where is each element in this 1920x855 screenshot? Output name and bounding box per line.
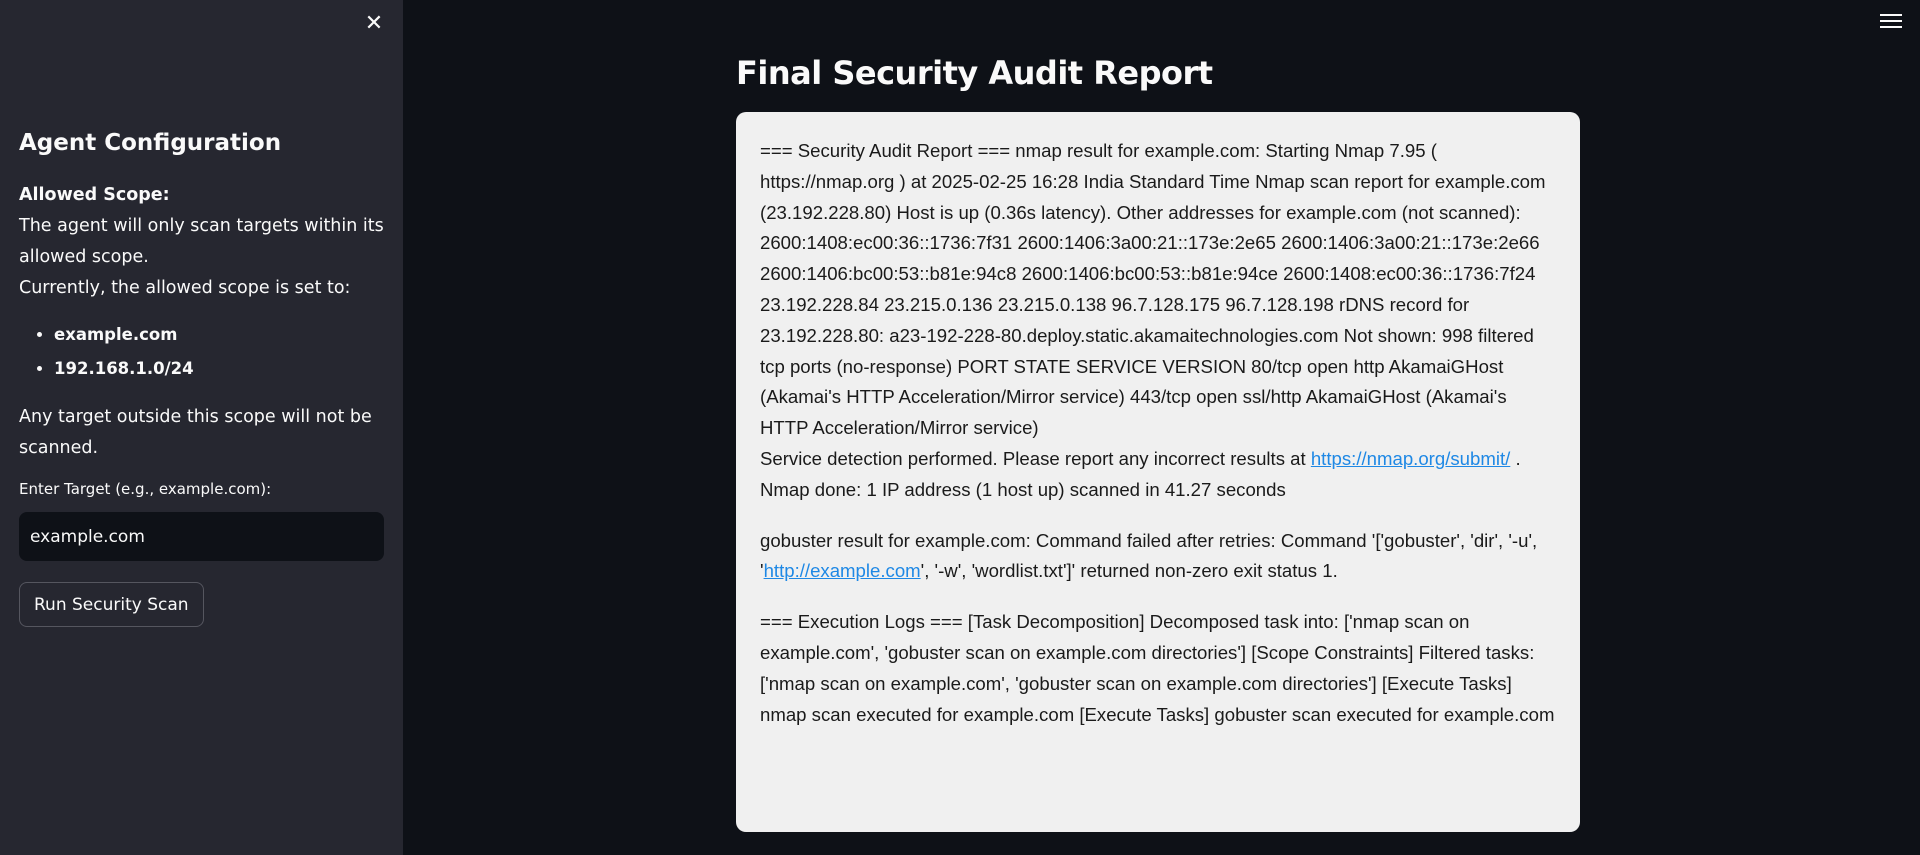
scope-label: Allowed Scope:: [19, 185, 170, 205]
hamburger-menu-icon[interactable]: [1878, 10, 1904, 34]
gobuster-result-text: gobuster result for example.com: Command failed after retries: Command '['gobuster', 'dir', '-u', 'http://example.com', '-w', 'wordlist.txt']' returned non-zero exit status 1.: [760, 529, 1538, 582]
target-input[interactable]: [19, 512, 384, 561]
execution-logs-text: === Execution Logs === [Task Decomposition] Decomposed task into: ['nmap scan on example.com', 'gobuster scan on example.com directories'] [Scope Constraints] Filtered tasks: ['nmap scan on example.com', 'gobuster scan on example.com directories'] [Execute Tasks] nmap scan executed for example.com [Execute Tasks] gobuster scan executed for example.com: [760, 611, 1555, 725]
scope-item-domain: • example.com: [54, 318, 384, 352]
example-com-link[interactable]: http://example.com: [763, 560, 921, 582]
report-box: [736, 112, 1580, 832]
page-title: Final Security Audit Report: [736, 54, 1213, 92]
nmap-result-text: === Security Audit Report === nmap result for example.com: Starting Nmap 7.95 ( https://nmap.org ) at 2025-02-25 16:28 India Standard Time Nmap scan report for example.com (23.192.228.80) Host is up (0.36s latency). Other addresses for example.com (not scanned): 2600:1408:ec00:36::1736:7f31 2600:1406:3a00:21::173e:2e65 2600:1406:3a00:21::173e:2e66 2600:1406:bc00:53::b81e:94c8 2600:1406:bc00:53::b81e:94ce 2600:1408:ec00:36::1736:7f24 23.192.228.84 23.215.0.136 23.215.0.138 96.7.128.175 96.7.128.198 rDNS record for 23.192.228.80: a23-192-228-80.deploy.static.akamaitechnologies.com Not shown: 998 filtered tcp ports (no-response) PORT STATE SERVICE VERSION 80/tcp open http AkamaiGHost (Akamai's HTTP Acceleration/Mirror service) 443/tcp open ssl/http AkamaiGHost (Akamai's HTTP Acceleration/Mirror service): [760, 140, 1546, 439]
scope-current-text: Currently, the allowed scope is set to:: [19, 278, 351, 298]
run-security-scan-button[interactable]: Run Security Scan: [19, 582, 204, 627]
nmap-submit-link[interactable]: https://nmap.org/submit/: [1310, 447, 1511, 469]
target-input-label: Enter Target (e.g., example.com):: [19, 480, 272, 498]
close-icon[interactable]: ✕: [364, 11, 384, 36]
sidebar: [0, 0, 403, 855]
service-detection-text: Service detection performed. Please report any incorrect results at https://nmap.org/submit/ . Nmap done: 1 IP address (1 host up) scanned in 41.27 seconds: [760, 447, 1521, 500]
sidebar-content: [19, 124, 384, 627]
scope-list: [19, 318, 384, 386]
sidebar-heading: Agent Configuration: [19, 130, 282, 156]
scope-note: Any target outside this scope will not be scanned.: [19, 407, 372, 458]
scope-item-subnet: • 192.168.1.0/24: [54, 352, 384, 386]
scope-description: The agent will only scan targets within its allowed scope.: [19, 216, 384, 267]
